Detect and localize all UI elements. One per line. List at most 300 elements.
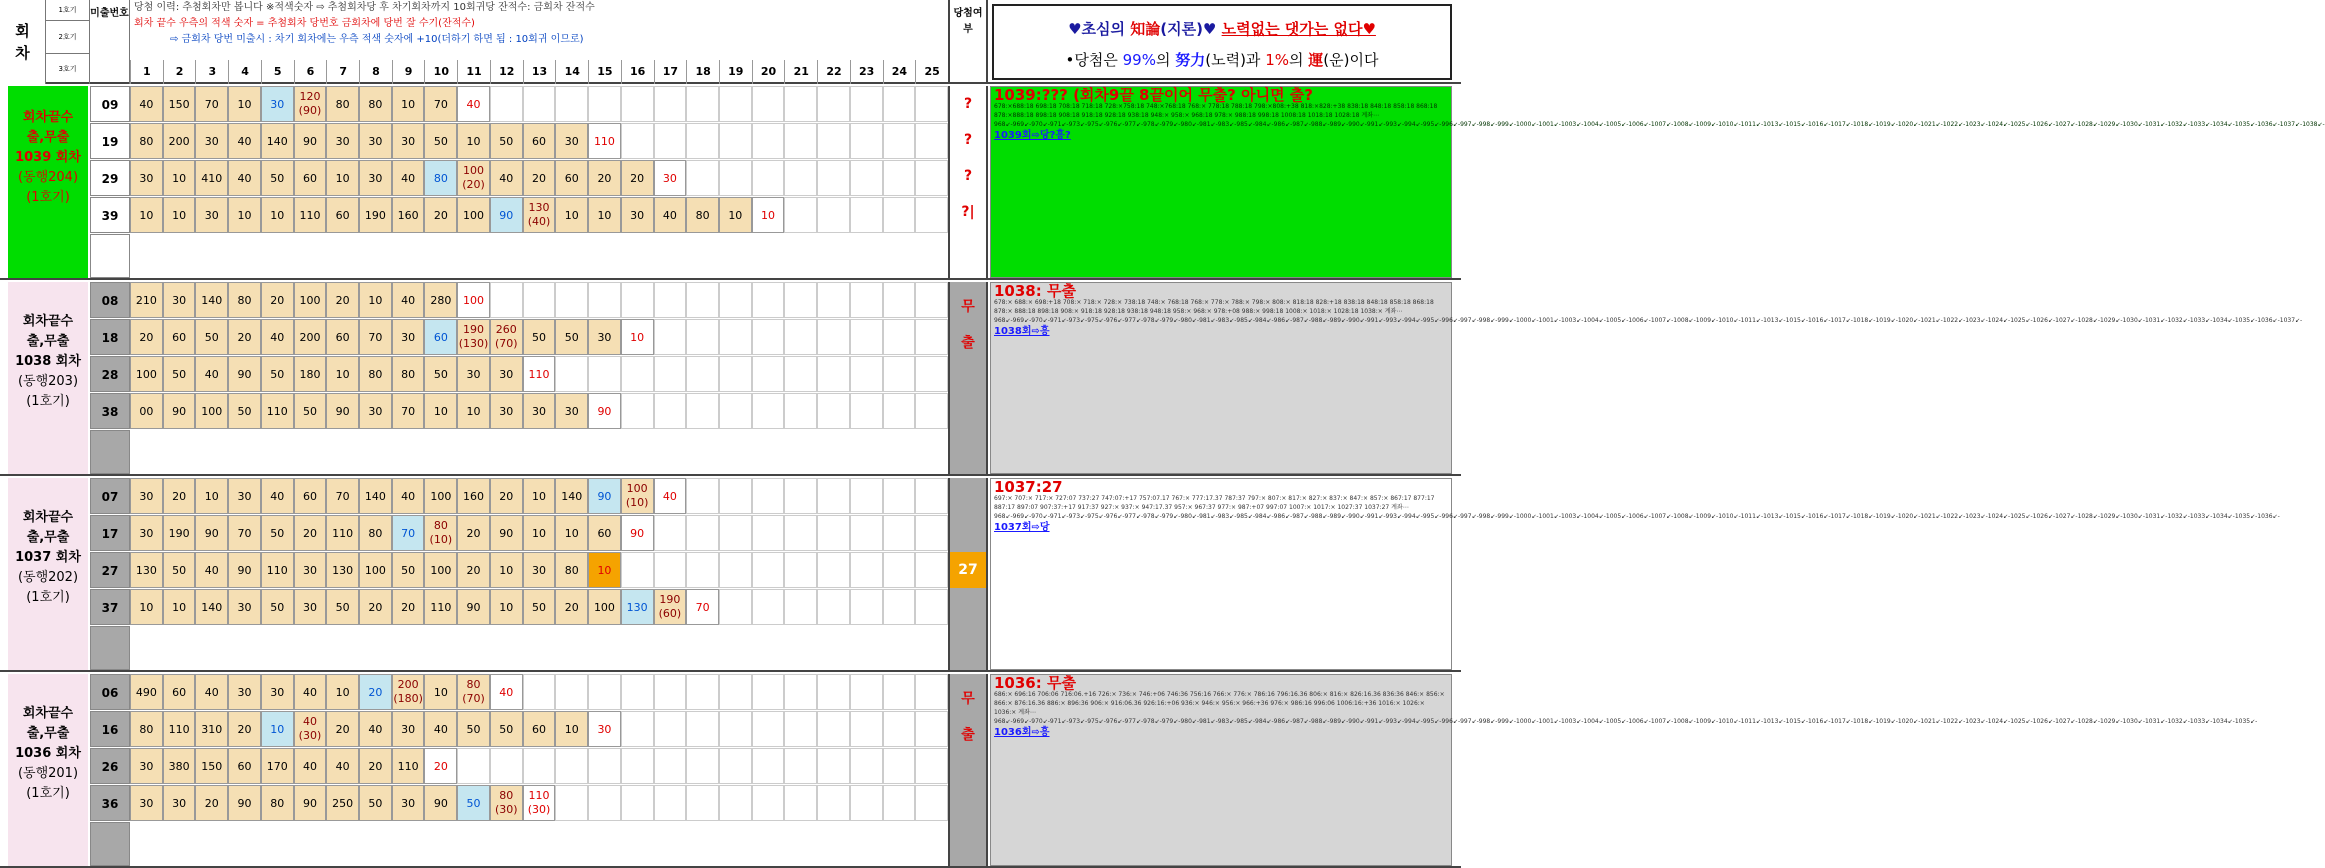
round-label (8, 674, 88, 866)
cell: 30 (392, 785, 425, 821)
row-id: 06 (90, 674, 130, 710)
empty-cell (654, 711, 687, 747)
empty-cell (621, 123, 654, 159)
note-link[interactable]: 1036회⇨흥 (994, 727, 1050, 738)
number-col-19: 19 (719, 60, 752, 84)
cell: 30 (261, 86, 294, 122)
cell: 50 (261, 589, 294, 625)
empty-cell (719, 515, 752, 551)
cell: 10 (490, 589, 523, 625)
cell: 100 (20) (457, 160, 490, 196)
cell: 10 (719, 197, 752, 233)
cell: 10 (163, 197, 196, 233)
cell: 40 (228, 160, 261, 196)
note-title: 1037:27 (994, 478, 1063, 496)
cell: 40 (228, 123, 261, 159)
empty-cell (588, 785, 621, 821)
empty-cell (817, 393, 850, 429)
machine-label-1: 1호기 (46, 0, 89, 21)
empty-cell (850, 785, 883, 821)
cell: 50 (195, 319, 228, 355)
slogan1-a: ♥초심의 (1068, 20, 1131, 38)
cell: 30 (621, 197, 654, 233)
cell: 50 (392, 552, 425, 588)
cell: 110 (424, 589, 457, 625)
empty-cell (686, 319, 719, 355)
machine-label-2: 2호기 (46, 21, 89, 54)
empty-cell (915, 123, 948, 159)
round-group-1037회차 (0, 478, 2280, 672)
cell: 40 (294, 674, 327, 710)
number-col-20: 20 (752, 60, 785, 84)
empty-cell (490, 282, 523, 318)
cell: 30 (490, 356, 523, 392)
cell: 110 (163, 711, 196, 747)
cell: 80 (359, 86, 392, 122)
empty-cell (719, 282, 752, 318)
empty-cell (621, 748, 654, 784)
empty-cell (784, 478, 817, 514)
empty-cell (883, 589, 916, 625)
row-id: 07 (90, 478, 130, 514)
cell: 50 (294, 393, 327, 429)
empty-cell (817, 515, 850, 551)
cell: 30 (359, 123, 392, 159)
cell: 40 (392, 160, 425, 196)
empty-cell (784, 319, 817, 355)
header-note-1: 당첨 이력: 추첨회차만 봅니다 ※적색숫자 ⇨ 추첨회차당 후 차기회차까지 10회귀당 잔적수: 금회차 잔적수 (134, 2, 595, 13)
empty-cell (523, 748, 556, 784)
cell: 20 (457, 515, 490, 551)
cell: 30 (163, 785, 196, 821)
cell: 20 (424, 197, 457, 233)
cell: 50 (261, 356, 294, 392)
col-label: 미출번호 (90, 0, 130, 84)
empty-cell (817, 748, 850, 784)
cell: 10 (588, 197, 621, 233)
round-title-2: 차 (15, 44, 30, 62)
cell: 20 (359, 674, 392, 710)
notes-panel (990, 282, 2303, 474)
empty-cell (719, 748, 752, 784)
number-col-8: 8 (359, 60, 392, 84)
cell: 10 (261, 711, 294, 747)
note-link[interactable]: 1038회⇨흥 (994, 326, 1050, 337)
empty-cell (850, 356, 883, 392)
empty-cell (490, 86, 523, 122)
cell: 200 (294, 319, 327, 355)
cell: 60 (588, 515, 621, 551)
slogan2-f: 1% (1265, 51, 1289, 69)
groups-container (0, 86, 2325, 862)
empty-cell (883, 197, 916, 233)
result-mark: ? (950, 96, 986, 116)
cell: 250 (326, 785, 359, 821)
cell: 110 (261, 552, 294, 588)
empty-cell (654, 785, 687, 821)
empty-cell (784, 748, 817, 784)
cell: 160 (392, 197, 425, 233)
note-detail: 678:×688:18 698:18 708:18 718:18 728:×758:18 748:×768:18 768:× 778:18 788:18 798:×808:+38 818:×828:+38 838:18 848:18 858:18 868:18 878:×888:18 898:18 908:18 918:18 928:18 938:18 948:× 958:× 968:18 978:× 988:18 998:18 1008:18 1018:18 1028:18 계좌⋯ 968↙-969↙-970↙-971↙-973↙-975↙-976↙-977↙-978↙-979↙-980↙-981↙-983↙-985↙-984↙-986↙-987↙-988↙-989↙-990↙-991↙-993↙-994↙-995↙-996↙-997↙-998↙-999↙-1000↙-1001↙-1003↙-1004↙-1005↙-1006↙-1007↙-1008↙-1009↙-1010↙-1011↙-1013↙-1015↙-1016↙-1017↙-1018↙-1019↙-1020↙-1021↙-1022↙-1023↙-1024↙-1025↙-1026↙-1027↙-1028↙-1029↙-1030↙-1031↙-1032↙-1033↙-1034↙-1035↙-1036↙-1037↙-1038↙- (994, 103, 2325, 128)
round-label-line-3: 1039 회차 (15, 150, 81, 165)
cell: 10 (752, 197, 785, 233)
cell: 20 (228, 711, 261, 747)
empty-cell (784, 123, 817, 159)
cell: 70 (195, 86, 228, 122)
cell: 20 (523, 160, 556, 196)
empty-cell (654, 748, 687, 784)
result-mark: 무 (950, 296, 986, 316)
round-label-line-2: 출,무출 (26, 530, 70, 545)
row-id: 26 (90, 748, 130, 784)
round-label-line-4: (동행203) (17, 374, 79, 389)
empty-cell (719, 86, 752, 122)
empty-cell (817, 552, 850, 588)
cell: 70 (392, 393, 425, 429)
cell: 10 (621, 319, 654, 355)
cell: 30 (228, 674, 261, 710)
cell: 80 (10) (424, 515, 457, 551)
cell: 60 (424, 319, 457, 355)
cell: 10 (555, 197, 588, 233)
cell: 100 (130, 356, 163, 392)
cell: 180 (294, 356, 327, 392)
row-id: 17 (90, 515, 130, 551)
number-col-23: 23 (850, 60, 883, 84)
cell: 10 (523, 478, 556, 514)
cell: 190 (359, 197, 392, 233)
cell: 280 (424, 282, 457, 318)
cell: 100 (424, 478, 457, 514)
empty-cell (915, 160, 948, 196)
empty-cell (850, 86, 883, 122)
cell: 50 (359, 785, 392, 821)
empty-cell (915, 86, 948, 122)
cell: 90 (588, 478, 621, 514)
empty-cell (883, 674, 916, 710)
round-group-1036회차 (0, 674, 2258, 868)
empty-cell (883, 478, 916, 514)
slogan2-a: •당첨은 (1065, 51, 1123, 69)
cell: 90 (195, 515, 228, 551)
cell: 80 (261, 785, 294, 821)
cell: 90 (490, 515, 523, 551)
empty-cell (817, 478, 850, 514)
cell: 310 (195, 711, 228, 747)
note-title: 1036: 무출 (994, 674, 1076, 692)
cell: 30 (392, 711, 425, 747)
number-col-4: 4 (228, 60, 261, 84)
cell: 60 (523, 123, 556, 159)
empty-cell (621, 552, 654, 588)
round-label-line-4: (동행204) (17, 170, 79, 185)
cell: 30 (130, 515, 163, 551)
note-detail: 686:× 696:16 706:06 716:06.+16 726:× 736:× 746:+06 746:36 756:16 766:× 776:× 786:16 796:16.36 806:× 816:× 826:16.36 836:36 846:× 856:× 866:× 876:16.36 886:× 896:36 906:× 916:06.36 926:16:+06 936:× 946:× 956:× 966:+36 976:× 986:16 996:06 1006:16:+36 1016:× 1026:× 1036:× 계좌⋯ 968↙-969↙-970↙-971↙-973↙-975↙-976↙-977↙-978↙-979↙-980↙-981↙-983↙-985↙-984↙-986↙-987↙-988↙-989↙-990↙-991↙-993↙-994↙-995↙-996↙-997↙-998↙-999↙-1000↙-1001↙-1003↙-1004↙-1005↙-1006↙-1007↙-1008↙-1009↙-1010↙-1011↙-1013↙-1015↙-1016↙-1017↙-1018↙-1019↙-1020↙-1021↙-1022↙-1023↙-1024↙-1025↙-1026↙-1027↙-1028↙-1029↙-1030↙-1031↙-1032↙-1033↙-1034↙-1035↙- (994, 691, 2258, 725)
empty-cell (752, 674, 785, 710)
result-column (948, 86, 988, 278)
empty-cell (719, 589, 752, 625)
cell: 110 (261, 393, 294, 429)
number-col-11: 11 (457, 60, 490, 84)
empty-cell (588, 748, 621, 784)
empty-cell (883, 319, 916, 355)
win-header: 당첨여부 (948, 0, 988, 84)
empty-cell (752, 478, 785, 514)
empty-cell (490, 748, 523, 784)
empty-cell (915, 785, 948, 821)
empty-cell (752, 711, 785, 747)
empty-cell (588, 86, 621, 122)
cell: 60 (326, 197, 359, 233)
cell: 50 (261, 160, 294, 196)
empty-cell (883, 282, 916, 318)
empty-cell (883, 160, 916, 196)
empty-cell (817, 711, 850, 747)
cell: 10 (457, 123, 490, 159)
empty-cell (588, 282, 621, 318)
cell: 90 (163, 393, 196, 429)
empty-cell (752, 319, 785, 355)
empty-cell (850, 552, 883, 588)
row-id: 18 (90, 319, 130, 355)
empty-cell (915, 552, 948, 588)
cell: 60 (523, 711, 556, 747)
notes-panel (990, 478, 2280, 670)
empty-cell (555, 86, 588, 122)
row-id: 19 (90, 123, 130, 159)
cell: 20 (555, 589, 588, 625)
slogan-box (992, 4, 1452, 80)
round-label-line-1: 회차끝수 (22, 510, 74, 525)
number-col-24: 24 (883, 60, 916, 84)
empty-cell (915, 478, 948, 514)
slogan2-i: (운)이다 (1323, 51, 1379, 69)
cell: 10 (163, 160, 196, 196)
cell: 80 (326, 86, 359, 122)
cell: 10 (261, 197, 294, 233)
number-col-10: 10 (424, 60, 457, 84)
cell: 260 (70) (490, 319, 523, 355)
empty-cell (555, 748, 588, 784)
number-col-17: 17 (654, 60, 687, 84)
number-col-18: 18 (686, 60, 719, 84)
empty-cell (915, 711, 948, 747)
cell: 20 (326, 282, 359, 318)
empty-cell (817, 86, 850, 122)
empty-cell (752, 748, 785, 784)
machine-label-3: 3호기 (58, 65, 77, 73)
number-col-3: 3 (195, 60, 228, 84)
cell: 10 (163, 589, 196, 625)
empty-cell (883, 123, 916, 159)
cell: 30 (457, 356, 490, 392)
empty-cell (817, 160, 850, 196)
result-column (948, 674, 988, 866)
cell: 30 (195, 197, 228, 233)
cell: 110 (326, 515, 359, 551)
slogan2-c: 의 (1155, 51, 1176, 69)
empty-cell (621, 356, 654, 392)
slogan2-e: (노력)과 (1205, 51, 1266, 69)
number-col-2: 2 (163, 60, 196, 84)
number-header (130, 60, 948, 84)
cell: 100 (195, 393, 228, 429)
cell: 40 (294, 748, 327, 784)
slogan1-c: (지론)♥ (1160, 20, 1222, 38)
cell: 60 (555, 160, 588, 196)
empty-cell (817, 674, 850, 710)
empty-cell (523, 282, 556, 318)
cell: 190 (163, 515, 196, 551)
empty-cell (784, 785, 817, 821)
empty-cell (784, 552, 817, 588)
cell: 30 (261, 674, 294, 710)
empty-cell (850, 515, 883, 551)
cell: 50 (457, 711, 490, 747)
cell: 20 (392, 589, 425, 625)
empty-cell (915, 197, 948, 233)
cell: 10 (359, 282, 392, 318)
cell: 190 (60) (654, 589, 687, 625)
cell: 40 (261, 478, 294, 514)
empty-cell (817, 356, 850, 392)
row-id: 29 (90, 160, 130, 196)
round-label (8, 86, 88, 278)
cell: 60 (163, 319, 196, 355)
cell: 40 (392, 282, 425, 318)
cell: 60 (294, 160, 327, 196)
empty-cell (915, 674, 948, 710)
empty-cell (686, 282, 719, 318)
empty-cell (784, 711, 817, 747)
cell: 100 (457, 282, 490, 318)
cell: 20 (228, 319, 261, 355)
result-mark: ?| (950, 204, 986, 224)
row-id: 16 (90, 711, 130, 747)
empty-cell (719, 674, 752, 710)
cell: 80 (30) (490, 785, 523, 821)
cell: 140 (555, 478, 588, 514)
empty-cell (719, 552, 752, 588)
cell: 30 (130, 748, 163, 784)
cell: 110 (30) (523, 785, 556, 821)
cell: 10 (326, 356, 359, 392)
round-label-line-4: (동행202) (17, 570, 79, 585)
empty-cell (850, 589, 883, 625)
empty-cell (686, 86, 719, 122)
cell: 10 (555, 711, 588, 747)
empty-cell (523, 86, 556, 122)
round-label (8, 282, 88, 474)
number-col-16: 16 (621, 60, 654, 84)
empty-cell (686, 515, 719, 551)
empty-cell (883, 785, 916, 821)
cell: 170 (261, 748, 294, 784)
cell: 40 (490, 160, 523, 196)
cell: 60 (228, 748, 261, 784)
empty-cell (817, 282, 850, 318)
cell: 30 (130, 785, 163, 821)
cell: 30 (228, 478, 261, 514)
empty-cell (784, 515, 817, 551)
empty-cell (850, 197, 883, 233)
cell: 20 (359, 748, 392, 784)
row-id: 36 (90, 785, 130, 821)
empty-cell (752, 785, 785, 821)
cell: 10 (195, 478, 228, 514)
empty-cell (719, 711, 752, 747)
cell: 160 (457, 478, 490, 514)
cell: 50 (163, 552, 196, 588)
result-mark: ? (950, 132, 986, 152)
cell: 50 (490, 711, 523, 747)
empty-cell (915, 319, 948, 355)
cell: 40 (654, 478, 687, 514)
empty-cell (654, 674, 687, 710)
round-label-line-2: 출,무출 (26, 726, 70, 741)
blank-row-id (90, 626, 130, 670)
cell: 200 (180) (392, 674, 425, 710)
slogan1-b: 知論 (1130, 20, 1161, 38)
cell: 30 (523, 552, 556, 588)
cell: 210 (130, 282, 163, 318)
round-title-1: 회 (15, 22, 30, 40)
cell: 90 (457, 589, 490, 625)
cell: 70 (686, 589, 719, 625)
empty-cell (850, 160, 883, 196)
cell: 10 (555, 515, 588, 551)
empty-cell (719, 319, 752, 355)
cell: 80 (392, 356, 425, 392)
round-label-line-3: 1038 회차 (15, 354, 81, 369)
cell: 60 (294, 478, 327, 514)
cell: 10 (228, 197, 261, 233)
cell: 50 (326, 589, 359, 625)
note-link[interactable]: 1037회⇨당 (994, 522, 1050, 533)
empty-cell (915, 393, 948, 429)
empty-cell (883, 515, 916, 551)
empty-cell (784, 674, 817, 710)
cell: 90 (228, 785, 261, 821)
cell: 410 (195, 160, 228, 196)
round-label-line-1: 회차끝수 (22, 706, 74, 721)
cell: 40 (130, 86, 163, 122)
empty-cell (457, 748, 490, 784)
row-id: 27 (90, 552, 130, 588)
number-col-25: 25 (915, 60, 948, 84)
cell: 490 (130, 674, 163, 710)
note-link[interactable]: 1039회⇨당?흥? (994, 130, 1071, 141)
cell: 150 (195, 748, 228, 784)
empty-cell (883, 711, 916, 747)
cell: 30 (555, 393, 588, 429)
empty-cell (686, 711, 719, 747)
blank-row-id (90, 234, 130, 278)
header-note-3: ⇨ 금회차 당번 미출시 : 차기 회차에는 우측 적색 숫자에 +10(더하기 하면 됨 : 10회귀 이므로) (170, 34, 584, 45)
cell: 50 (261, 515, 294, 551)
round-label-line-5: (1호기) (26, 786, 70, 801)
cell: 20 (424, 748, 457, 784)
empty-cell (817, 785, 850, 821)
empty-cell (686, 123, 719, 159)
empty-cell (686, 552, 719, 588)
empty-cell (621, 282, 654, 318)
cell: 10 (523, 515, 556, 551)
empty-cell (752, 86, 785, 122)
empty-cell (915, 515, 948, 551)
empty-cell (654, 282, 687, 318)
empty-cell (621, 711, 654, 747)
